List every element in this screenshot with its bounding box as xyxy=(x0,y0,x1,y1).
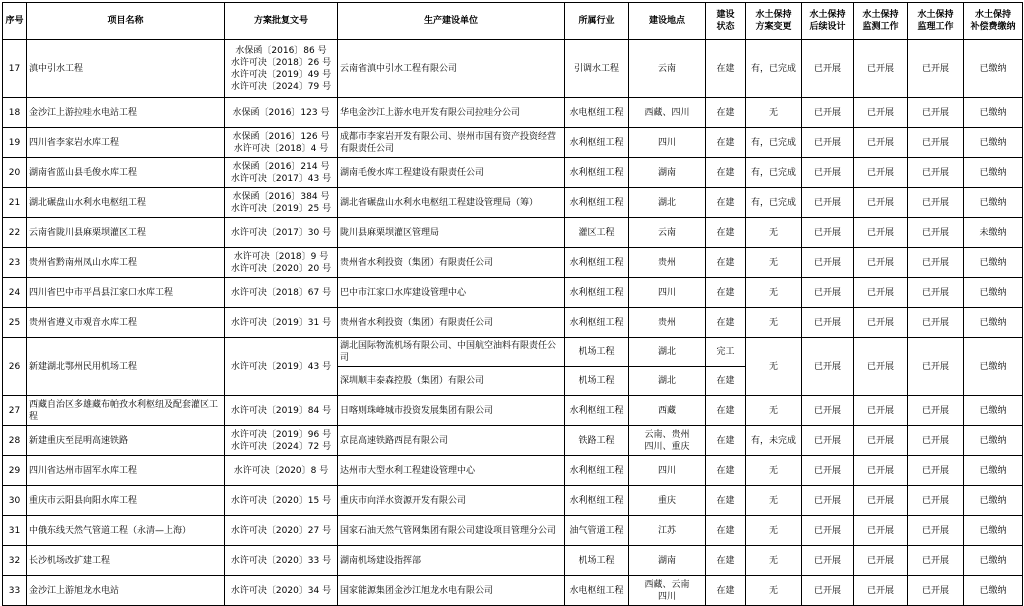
cell-location-line: 四川 xyxy=(657,465,676,476)
cell-no: 33 xyxy=(3,576,27,606)
cell-location xyxy=(629,40,706,98)
cell-unit: 湖北省碾盘山水利水电枢纽工程建设管理局（筹） xyxy=(338,188,565,218)
cell-fee: 已缴纳 xyxy=(964,158,1023,188)
cell-approval xyxy=(225,426,338,456)
cell-approval xyxy=(225,158,338,188)
cell-location-line: 四川 xyxy=(657,137,676,148)
cell-fee: 已缴纳 xyxy=(964,188,1023,218)
cell-fee: 已缴纳 xyxy=(964,338,1023,396)
cell-supervise: 已开展 xyxy=(908,396,964,426)
cell-approval-line: 水保函〔2016〕123 号 xyxy=(232,107,330,118)
cell-unit: 日喀则珠峰城市投资发展集团有限公司 xyxy=(338,396,565,426)
cell-change: 无 xyxy=(746,546,802,576)
cell-monitor: 已开展 xyxy=(854,456,908,486)
header-status: 建设 状态 xyxy=(706,3,746,40)
cell-approval xyxy=(225,396,338,426)
cell-industry: 水利枢纽工程 xyxy=(565,188,629,218)
cell-status: 在建 xyxy=(706,576,746,606)
cell-status: 在建 xyxy=(706,278,746,308)
cell-approval-line: 水许可决〔2019〕49 号 xyxy=(230,69,332,80)
table-row xyxy=(3,516,1023,546)
cell-name: 贵州省黔南州凤山水库工程 xyxy=(27,248,225,278)
cell-location-line: 贵州 xyxy=(657,257,676,268)
cell-approval xyxy=(225,546,338,576)
cell-fee: 已缴纳 xyxy=(964,516,1023,546)
cell-industry: 油气管道工程 xyxy=(565,516,629,546)
cell-approval-line: 水许可决〔2024〕79 号 xyxy=(230,81,332,92)
cell-location xyxy=(629,218,706,248)
cell-name: 重庆市云阳县向阳水库工程 xyxy=(27,486,225,516)
cell-change: 无 xyxy=(746,218,802,248)
cell-approval-line: 水许可决〔2017〕30 号 xyxy=(230,227,332,238)
cell-name: 四川省巴中市平昌县江家口水库工程 xyxy=(27,278,225,308)
cell-fee: 已缴纳 xyxy=(964,426,1023,456)
cell-industry: 水利枢纽工程 xyxy=(565,248,629,278)
cell-status: 完工 xyxy=(706,338,746,367)
cell-design: 已开展 xyxy=(802,338,854,396)
cell-no: 32 xyxy=(3,546,27,576)
cell-design: 已开展 xyxy=(802,128,854,158)
cell-approval-line: 水保函〔2016〕214 号 xyxy=(232,161,330,172)
cell-name: 四川省达州市固军水库工程 xyxy=(27,456,225,486)
cell-no: 31 xyxy=(3,516,27,546)
cell-fee: 已缴纳 xyxy=(964,98,1023,128)
cell-name: 金沙江上游旭龙水电站 xyxy=(27,576,225,606)
table-row xyxy=(3,98,1023,128)
cell-supervise: 已开展 xyxy=(908,278,964,308)
cell-fee: 已缴纳 xyxy=(964,128,1023,158)
cell-location xyxy=(629,576,706,606)
cell-status: 在建 xyxy=(706,396,746,426)
header-industry: 所属行业 xyxy=(565,3,629,40)
cell-design: 已开展 xyxy=(802,516,854,546)
cell-location xyxy=(629,308,706,338)
cell-fee: 已缴纳 xyxy=(964,278,1023,308)
cell-fee: 未缴纳 xyxy=(964,218,1023,248)
cell-monitor: 已开展 xyxy=(854,158,908,188)
cell-industry: 水电枢纽工程 xyxy=(565,98,629,128)
table-row xyxy=(3,218,1023,248)
cell-name: 湖南省蓝山县毛俊水库工程 xyxy=(27,158,225,188)
cell-supervise: 已开展 xyxy=(908,218,964,248)
cell-approval-line: 水许可决〔2020〕15 号 xyxy=(230,495,332,506)
cell-design: 已开展 xyxy=(802,158,854,188)
table-row xyxy=(3,456,1023,486)
cell-approval-line: 水许可决〔2024〕72 号 xyxy=(230,441,332,452)
cell-industry: 机场工程 xyxy=(565,367,629,396)
cell-location xyxy=(629,456,706,486)
cell-location xyxy=(629,158,706,188)
cell-no: 18 xyxy=(3,98,27,128)
header-change: 水土保持 方案变更 xyxy=(746,3,802,40)
cell-change: 无 xyxy=(746,308,802,338)
cell-supervise: 已开展 xyxy=(908,98,964,128)
cell-industry: 铁路工程 xyxy=(565,426,629,456)
cell-approval-line: 水许可决〔2018〕4 号 xyxy=(233,143,329,154)
cell-name: 四川省李家岩水库工程 xyxy=(27,128,225,158)
cell-unit: 云南省滇中引水工程有限公司 xyxy=(338,40,565,98)
cell-fee: 已缴纳 xyxy=(964,248,1023,278)
cell-monitor: 已开展 xyxy=(854,338,908,396)
header-unit: 生产建设单位 xyxy=(338,3,565,40)
cell-approval-line: 水许可决〔2018〕9 号 xyxy=(233,251,329,262)
cell-industry: 机场工程 xyxy=(565,338,629,367)
cell-supervise: 已开展 xyxy=(908,516,964,546)
cell-approval-line: 水许可决〔2020〕27 号 xyxy=(230,525,332,536)
cell-status: 在建 xyxy=(706,456,746,486)
cell-industry: 引调水工程 xyxy=(565,40,629,98)
cell-location-line: 云南、贵州 xyxy=(644,429,690,440)
table-row xyxy=(3,546,1023,576)
cell-location-line: 重庆 xyxy=(657,495,676,506)
cell-status: 在建 xyxy=(706,248,746,278)
cell-name: 西藏自治区多雄藏布帕孜水利枢纽及配套灌区工程 xyxy=(27,396,225,426)
cell-unit: 京昆高速铁路西昆有限公司 xyxy=(338,426,565,456)
cell-monitor: 已开展 xyxy=(854,248,908,278)
cell-supervise: 已开展 xyxy=(908,576,964,606)
cell-fee: 已缴纳 xyxy=(964,456,1023,486)
cell-location-line: 贵州 xyxy=(657,317,676,328)
cell-location xyxy=(629,396,706,426)
cell-approval-line: 水许可决〔2019〕84 号 xyxy=(230,405,332,416)
cell-design: 已开展 xyxy=(802,396,854,426)
cell-no: 30 xyxy=(3,486,27,516)
cell-no: 22 xyxy=(3,218,27,248)
header-fee: 水土保持 补偿费缴纳 xyxy=(964,3,1023,40)
cell-supervise: 已开展 xyxy=(908,308,964,338)
cell-status: 在建 xyxy=(706,218,746,248)
cell-change: 无 xyxy=(746,248,802,278)
cell-approval-line: 水许可决〔2018〕67 号 xyxy=(230,287,332,298)
cell-location: 湖北 xyxy=(629,367,706,396)
cell-location-line: 云南 xyxy=(657,63,676,74)
table-row xyxy=(3,158,1023,188)
cell-location xyxy=(629,486,706,516)
cell-name: 新建湖北鄂州民用机场工程 xyxy=(27,338,225,396)
table-row xyxy=(3,486,1023,516)
header-design: 水土保持 后续设计 xyxy=(802,3,854,40)
cell-location-line: 湖北 xyxy=(657,197,676,208)
cell-location xyxy=(629,546,706,576)
cell-supervise: 已开展 xyxy=(908,456,964,486)
cell-approval xyxy=(225,128,338,158)
cell-design: 已开展 xyxy=(802,426,854,456)
cell-unit: 重庆市向洋水资源开发有限公司 xyxy=(338,486,565,516)
cell-status: 在建 xyxy=(706,426,746,456)
cell-approval xyxy=(225,40,338,98)
cell-no: 17 xyxy=(3,40,27,98)
cell-no: 27 xyxy=(3,396,27,426)
cell-approval-line: 水许可决〔2020〕20 号 xyxy=(230,263,332,274)
cell-supervise: 已开展 xyxy=(908,188,964,218)
cell-name: 金沙江上游拉哇水电站工程 xyxy=(27,98,225,128)
cell-supervise: 已开展 xyxy=(908,128,964,158)
cell-industry: 水利枢纽工程 xyxy=(565,396,629,426)
cell-name: 中俄东线天然气管道工程（永清—上海） xyxy=(27,516,225,546)
cell-supervise: 已开展 xyxy=(908,40,964,98)
cell-location xyxy=(629,248,706,278)
cell-industry: 水利枢纽工程 xyxy=(565,128,629,158)
cell-name: 湖北碾盘山水利水电枢纽工程 xyxy=(27,188,225,218)
cell-fee: 已缴纳 xyxy=(964,486,1023,516)
cell-location xyxy=(629,98,706,128)
cell-unit: 湖南毛俊水库工程建设有限责任公司 xyxy=(338,158,565,188)
cell-location-line: 江苏 xyxy=(657,525,676,536)
cell-change: 无 xyxy=(746,456,802,486)
cell-monitor: 已开展 xyxy=(854,308,908,338)
cell-unit: 成都市李家岩开发有限公司、崇州市国有资产投资经营有限责任公司 xyxy=(338,128,565,158)
table-row xyxy=(3,576,1023,606)
cell-monitor: 已开展 xyxy=(854,40,908,98)
cell-approval-line: 水许可决〔2019〕31 号 xyxy=(230,317,332,328)
cell-no: 25 xyxy=(3,308,27,338)
cell-change: 有，未完成 xyxy=(746,426,802,456)
table-row xyxy=(3,396,1023,426)
cell-change: 有，已完成 xyxy=(746,40,802,98)
cell-status: 在建 xyxy=(706,40,746,98)
cell-industry: 水电枢纽工程 xyxy=(565,576,629,606)
table-row xyxy=(3,278,1023,308)
cell-location xyxy=(629,188,706,218)
cell-fee: 已缴纳 xyxy=(964,546,1023,576)
cell-location xyxy=(629,516,706,546)
table-body xyxy=(3,40,1023,606)
header-monitor: 水土保持 监测工作 xyxy=(854,3,908,40)
cell-unit: 陇川县麻栗坝灌区管理局 xyxy=(338,218,565,248)
cell-location xyxy=(629,426,706,456)
cell-unit: 国家能源集团金沙江旭龙水电有限公司 xyxy=(338,576,565,606)
cell-fee: 已缴纳 xyxy=(964,396,1023,426)
cell-change: 无 xyxy=(746,576,802,606)
cell-status: 在建 xyxy=(706,128,746,158)
cell-supervise: 已开展 xyxy=(908,486,964,516)
cell-change: 有，已完成 xyxy=(746,128,802,158)
cell-monitor: 已开展 xyxy=(854,218,908,248)
cell-approval-line: 水保函〔2016〕384 号 xyxy=(232,191,330,202)
cell-approval-line: 水许可决〔2019〕25 号 xyxy=(230,203,332,214)
cell-approval xyxy=(225,278,338,308)
cell-unit: 贵州省水利投资（集团）有限责任公司 xyxy=(338,308,565,338)
cell-monitor: 已开展 xyxy=(854,98,908,128)
cell-no: 29 xyxy=(3,456,27,486)
table-row xyxy=(3,188,1023,218)
cell-change: 无 xyxy=(746,486,802,516)
cell-status: 在建 xyxy=(706,308,746,338)
cell-approval xyxy=(225,98,338,128)
cell-supervise: 已开展 xyxy=(908,158,964,188)
cell-change: 无 xyxy=(746,98,802,128)
cell-no: 21 xyxy=(3,188,27,218)
cell-design: 已开展 xyxy=(802,546,854,576)
cell-design: 已开展 xyxy=(802,188,854,218)
cell-location-line: 西藏、四川 xyxy=(644,107,690,118)
cell-monitor: 已开展 xyxy=(854,426,908,456)
cell-industry: 水利枢纽工程 xyxy=(565,158,629,188)
table-row xyxy=(3,426,1023,456)
cell-monitor: 已开展 xyxy=(854,188,908,218)
cell-approval-line: 水许可决〔2019〕43 号 xyxy=(230,361,332,372)
cell-no: 26 xyxy=(3,338,27,396)
cell-location-line: 四川 xyxy=(657,287,676,298)
cell-status: 在建 xyxy=(706,486,746,516)
cell-approval xyxy=(225,456,338,486)
cell-approval xyxy=(225,516,338,546)
cell-name: 滇中引水工程 xyxy=(27,40,225,98)
header-location: 建设地点 xyxy=(629,3,706,40)
cell-status: 在建 xyxy=(706,516,746,546)
table-row xyxy=(3,308,1023,338)
header-row xyxy=(3,3,1023,40)
cell-fee: 已缴纳 xyxy=(964,308,1023,338)
cell-design: 已开展 xyxy=(802,98,854,128)
header-name: 项目名称 xyxy=(27,3,225,40)
cell-unit: 达州市大型水利工程建设管理中心 xyxy=(338,456,565,486)
cell-approval xyxy=(225,338,338,396)
header-approval: 方案批复文号 xyxy=(225,3,338,40)
cell-fee: 已缴纳 xyxy=(964,40,1023,98)
cell-location-line: 西藏、云南 xyxy=(644,579,690,590)
cell-industry: 机场工程 xyxy=(565,546,629,576)
cell-no: 20 xyxy=(3,158,27,188)
cell-no: 24 xyxy=(3,278,27,308)
cell-supervise: 已开展 xyxy=(908,546,964,576)
cell-change: 无 xyxy=(746,338,802,396)
cell-unit: 国家石油天然气管网集团有限公司建设项目管理分公司 xyxy=(338,516,565,546)
cell-industry: 水利枢纽工程 xyxy=(565,486,629,516)
cell-industry: 水利枢纽工程 xyxy=(565,308,629,338)
cell-status: 在建 xyxy=(706,188,746,218)
cell-monitor: 已开展 xyxy=(854,486,908,516)
cell-approval-line: 水保函〔2016〕86 号 xyxy=(235,45,327,56)
cell-name: 新建重庆至昆明高速铁路 xyxy=(27,426,225,456)
cell-design: 已开展 xyxy=(802,218,854,248)
cell-unit: 深圳顺丰泰森控股（集团）有限公司 xyxy=(338,367,565,396)
cell-unit: 巴中市江家口水库建设管理中心 xyxy=(338,278,565,308)
project-table xyxy=(2,2,1023,606)
cell-supervise: 已开展 xyxy=(908,338,964,396)
cell-supervise: 已开展 xyxy=(908,426,964,456)
cell-location-line: 四川 xyxy=(657,591,676,602)
cell-approval xyxy=(225,188,338,218)
cell-no: 23 xyxy=(3,248,27,278)
cell-status: 在建 xyxy=(706,98,746,128)
cell-supervise: 已开展 xyxy=(908,248,964,278)
cell-design: 已开展 xyxy=(802,576,854,606)
cell-approval-line: 水许可决〔2018〕26 号 xyxy=(230,57,332,68)
cell-industry: 灌区工程 xyxy=(565,218,629,248)
table-row xyxy=(3,248,1023,278)
cell-no: 19 xyxy=(3,128,27,158)
cell-monitor: 已开展 xyxy=(854,128,908,158)
cell-approval-line: 水许可决〔2020〕33 号 xyxy=(230,555,332,566)
cell-approval-line: 水许可决〔2020〕34 号 xyxy=(230,585,332,596)
cell-unit: 湖北国际物流机场有限公司、中国航空油料有限责任公司 xyxy=(338,338,565,367)
cell-industry: 水利枢纽工程 xyxy=(565,278,629,308)
cell-no: 28 xyxy=(3,426,27,456)
cell-unit: 湖南机场建设指挥部 xyxy=(338,546,565,576)
table-row xyxy=(3,128,1023,158)
cell-design: 已开展 xyxy=(802,278,854,308)
cell-monitor: 已开展 xyxy=(854,576,908,606)
cell-fee: 已缴纳 xyxy=(964,576,1023,606)
cell-change: 无 xyxy=(746,396,802,426)
cell-approval xyxy=(225,248,338,278)
cell-approval xyxy=(225,308,338,338)
cell-unit: 华电金沙江上游水电开发有限公司拉哇分公司 xyxy=(338,98,565,128)
cell-approval xyxy=(225,576,338,606)
table-row xyxy=(3,338,1023,367)
cell-approval-line: 水许可决〔2017〕43 号 xyxy=(230,173,332,184)
cell-monitor: 已开展 xyxy=(854,516,908,546)
cell-name: 云南省陇川县麻栗坝灌区工程 xyxy=(27,218,225,248)
cell-location-line: 云南 xyxy=(657,227,676,238)
cell-change: 无 xyxy=(746,278,802,308)
cell-design: 已开展 xyxy=(802,486,854,516)
cell-change: 有，已完成 xyxy=(746,188,802,218)
cell-approval-line: 水许可决〔2019〕96 号 xyxy=(230,429,332,440)
cell-location-line: 四川、重庆 xyxy=(644,441,690,452)
cell-location-line: 湖南 xyxy=(657,555,676,566)
cell-monitor: 已开展 xyxy=(854,546,908,576)
cell-name: 长沙机场改扩建工程 xyxy=(27,546,225,576)
cell-location xyxy=(629,128,706,158)
cell-status: 在建 xyxy=(706,546,746,576)
cell-location-line: 西藏 xyxy=(657,405,676,416)
cell-approval xyxy=(225,486,338,516)
cell-design: 已开展 xyxy=(802,40,854,98)
cell-approval xyxy=(225,218,338,248)
cell-unit: 贵州省水利投资（集团）有限责任公司 xyxy=(338,248,565,278)
header-supervise: 水土保持 监理工作 xyxy=(908,3,964,40)
cell-industry: 水利枢纽工程 xyxy=(565,456,629,486)
cell-design: 已开展 xyxy=(802,308,854,338)
cell-design: 已开展 xyxy=(802,248,854,278)
cell-change: 有，已完成 xyxy=(746,158,802,188)
cell-location xyxy=(629,278,706,308)
table-row xyxy=(3,40,1023,98)
cell-approval-line: 水许可决〔2020〕8 号 xyxy=(233,465,329,476)
cell-approval-line: 水保函〔2016〕126 号 xyxy=(232,131,330,142)
header-no: 序号 xyxy=(3,3,27,40)
cell-status: 在建 xyxy=(706,367,746,396)
cell-design: 已开展 xyxy=(802,456,854,486)
cell-monitor: 已开展 xyxy=(854,278,908,308)
cell-monitor: 已开展 xyxy=(854,396,908,426)
cell-location: 湖北 xyxy=(629,338,706,367)
cell-change: 无 xyxy=(746,516,802,546)
cell-name: 贵州省遵义市观音水库工程 xyxy=(27,308,225,338)
cell-status: 在建 xyxy=(706,158,746,188)
cell-location-line: 湖南 xyxy=(657,167,676,178)
